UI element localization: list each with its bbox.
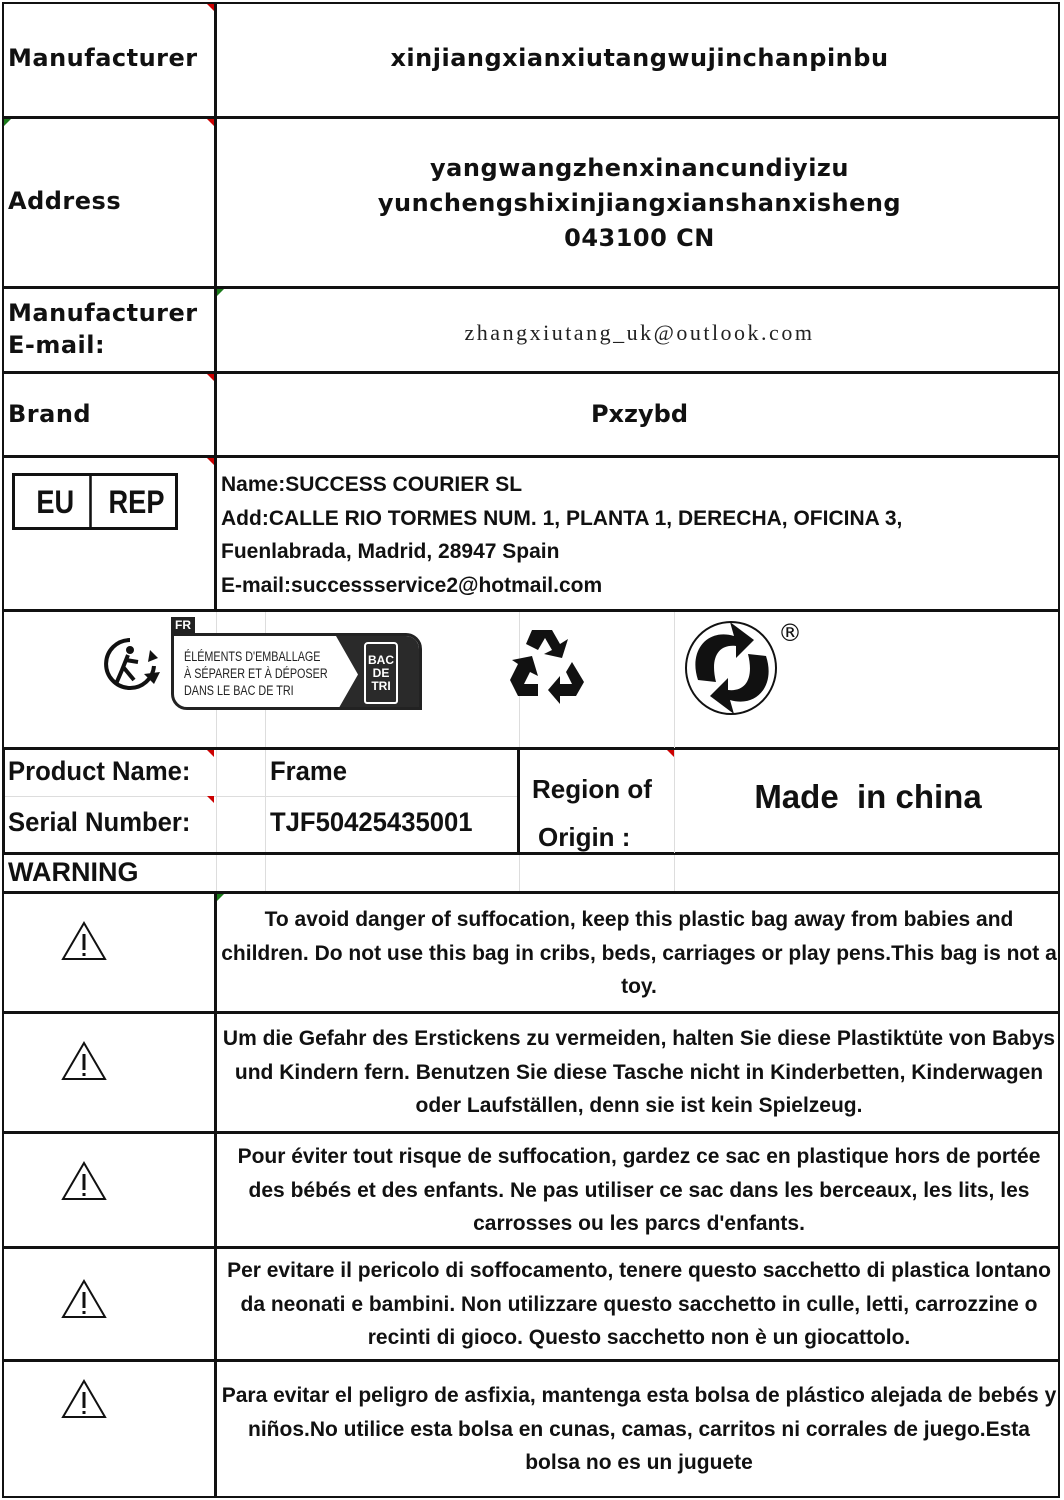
address-line: 043100 CN xyxy=(564,224,715,252)
warning-message-fr: Pour éviter tout risque de suffocation, gardez ce sac en plastique hors de portée des bébés et des enfants. Ne pas utiliser ce sac dans les berceaux, les lits, les carrosses ou les parcs d'enfants. xyxy=(237,1145,1041,1235)
bin-line: DE xyxy=(372,666,390,680)
eu-rep-city: Fuenlabrada, Madrid, 28947 Spain xyxy=(221,540,560,563)
region-of-origin-label xyxy=(532,765,652,861)
eu-rep-name: Name:SUCCESS COURIER SL xyxy=(221,473,523,496)
column-divider xyxy=(214,2,217,610)
comment-marker xyxy=(667,750,674,757)
origin-label-line: Origin : xyxy=(538,822,631,852)
triman-icon xyxy=(100,636,164,692)
triman-text-block xyxy=(184,648,328,699)
warning-message-it: Per evitare il pericolo di soffocamento, tenere questo sacchetto di plastica lontano da neonati e bambini. Non utilizzare questo sacchetto in culle, letti, carrozzine o recinti di gioco. Questo sacchetto non è un giocattolo. xyxy=(227,1259,1051,1349)
column-divider xyxy=(214,892,217,1498)
recycle-icon xyxy=(502,624,588,708)
manufacturer-value: xinjiangxianxiutangwujinchanpinbu xyxy=(390,44,889,72)
eu-rep-badge-right: REP xyxy=(108,484,165,520)
bin-icon xyxy=(364,642,398,704)
warning-triangle-icon xyxy=(60,1160,108,1202)
grid-line xyxy=(674,750,675,853)
warning-triangle-icon xyxy=(60,1040,108,1082)
grid-line xyxy=(519,855,520,891)
row-divider xyxy=(2,1359,1060,1362)
brand-label: Brand xyxy=(8,400,92,428)
product-name-value: Frame xyxy=(270,756,347,786)
comment-marker xyxy=(207,374,214,381)
triman-line: À SÉPARER ET À DÉPOSER xyxy=(184,666,328,681)
triman-fr-tag: FR xyxy=(171,617,195,633)
address-value xyxy=(219,151,1060,256)
comment-marker xyxy=(207,458,214,465)
brand-value: Pxzybd xyxy=(590,400,689,428)
row-divider xyxy=(2,891,1060,894)
address-line: yangwangzhenxinancundiyizu xyxy=(430,154,849,182)
triman-line: DANS LE BAC DE TRI xyxy=(184,683,294,698)
comment-marker xyxy=(217,894,224,901)
product-name-label: Product Name: xyxy=(8,756,191,786)
origin-label-line: Region of xyxy=(532,774,652,804)
row-divider xyxy=(2,455,1060,458)
address-label: Address xyxy=(8,187,122,215)
warning-message-de: Um die Gefahr des Erstickens zu vermeiden, halten Sie diese Plastiktüte von Babys und Kindern fern. Benutzen Sie diese Tasche nicht in Kinderbetten, Kinderwagen oder Laufställen, denn sie ist kein Spielzeug. xyxy=(222,1027,1056,1117)
row-divider xyxy=(2,1131,1060,1134)
grid-line xyxy=(674,612,675,748)
bin-line: TRI xyxy=(371,679,391,693)
grid-line xyxy=(674,855,675,891)
eu-rep-address: Add:CALLE RIO TORMES NUM. 1, PLANTA 1, DERECHA, OFICINA 3, xyxy=(221,506,903,530)
comment-marker xyxy=(207,119,214,126)
green-dot-icon xyxy=(684,618,782,716)
warning-triangle-icon xyxy=(60,920,108,962)
row-divider xyxy=(2,609,1060,612)
email-label xyxy=(8,297,198,361)
manufacturer-label: Manufacturer xyxy=(8,44,198,72)
manufacturer-email: zhangxiutang_uk@outlook.com xyxy=(464,320,815,345)
region-of-origin-value: Made in china xyxy=(754,778,982,815)
row-divider xyxy=(2,116,1060,119)
email-label-line: Manufacturer xyxy=(8,299,198,327)
eu-rep-email: E-mail:successservice2@hotmail.com xyxy=(221,573,603,597)
row-divider xyxy=(2,286,1060,289)
warning-message-en: To avoid danger of suffocation, keep this plastic bag away from babies and children. Do not use this bag in cribs, beds, carriages or play pens.This bag is not a toy. xyxy=(221,908,1057,998)
bin-line: BAC xyxy=(368,653,394,667)
eu-rep-badge xyxy=(12,473,178,530)
comment-marker xyxy=(207,4,214,11)
address-line: yunchengshixinjiangxianshanxisheng xyxy=(377,189,902,217)
registered-mark: ® xyxy=(778,619,802,647)
row-divider xyxy=(2,1011,1060,1014)
warning-triangle-icon xyxy=(60,1378,108,1420)
warning-message-es: Para evitar el peligro de asfixia, mantenga esta bolsa de plástico alejada de bebés y niños.No utilice esta bolsa en cunas, camas, carritos ni corrales de juego.Esta bolsa no es un juguete xyxy=(221,1384,1057,1474)
row-divider xyxy=(2,371,1060,374)
row-divider xyxy=(2,1246,1060,1249)
serial-number-label: Serial Number: xyxy=(8,807,191,837)
comment-marker xyxy=(217,289,224,296)
triman-line: ÉLÉMENTS D'EMBALLAGE xyxy=(184,649,321,664)
warning-triangle-icon xyxy=(60,1278,108,1320)
triman-info-label xyxy=(171,633,422,710)
serial-number-value: TJF50425435001 xyxy=(270,807,473,837)
eu-rep-badge-left: EU xyxy=(21,476,92,527)
eu-rep-details xyxy=(221,468,902,602)
warning-heading: WARNING xyxy=(8,857,139,887)
comment-marker xyxy=(4,119,11,126)
email-label-line: E-mail: xyxy=(8,331,106,359)
